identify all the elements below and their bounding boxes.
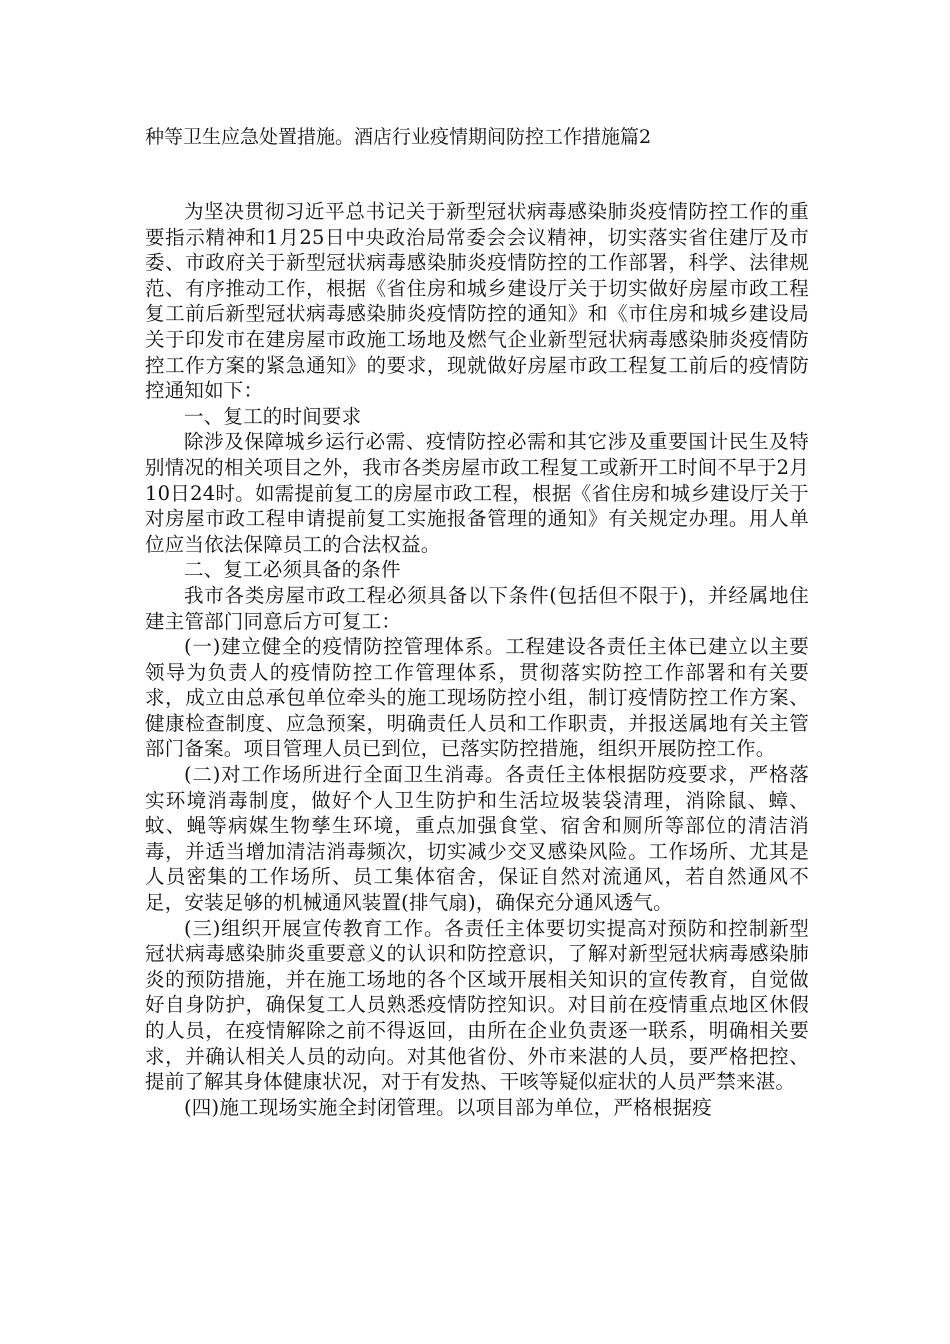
- paragraph-condition-4: (四)施工现场实施全封闭管理。以项目部为单位，严格根据疫: [184, 1095, 712, 1119]
- paragraph-section-1: 除涉及保障城乡运行必需、疫情防控必需和其它涉及重要国计民生及特别情况的相关项目之外，我市各类房屋市政工程复工或新开工时间不早于2月10日24时。如需提前复工的房屋市政工程，根据《省住房和城乡建设厅关于对房屋市政工程申请提前复工实施报备管理的通知》有关规定办理。用人单位应当依法保障员工的合法权益。: [145, 430, 809, 556]
- section-heading-2: 二、复工必须具备的条件: [184, 558, 401, 582]
- section-heading-1: 一、复工的时间要求: [184, 404, 362, 428]
- document-body: [145, 199, 809, 1120]
- paragraph-condition-3: (三)组织开展宣传教育工作。各责任主体要切实提高对预防和控制新型冠状病毒感染肺炎重要意义的认识和防控意识，了解对新型冠状病毒感染肺炎的预防措施，并在施工场地的各个区域开展相关知识的宣传教育，自觉做好自身防护，确保复工人员熟悉疫情防控知识。对目前在疫情重点地区休假的人员，在疫情解除之前不得返回，由所在企业负责逐一联系，明确相关要求，并确认相关人员的动向。对其他省份、外市来湛的人员，要严格把控、提前了解其身体健康状况，对于有发热、干咳等疑似症状的人员严禁来湛。: [145, 916, 809, 1094]
- paragraph-condition-2: (二)对工作场所进行全面卫生消毒。各责任主体根据防疫要求，严格落实环境消毒制度，做好个人卫生防护和生活垃圾装袋清理，消除鼠、蟑、蚊、蝇等病媒生物孳生环境，重点加强食堂、宿舍和厕所等部位的清洁消毒，并适当增加清洁消毒频次，切实减少交叉感染风险。工作场所、尤其是人员密集的工作场所、员工集体宿舍，保证自然对流通风，若自然通风不足，安装足够的机械通风装置(排气扇)，确保充分通风透气。: [145, 763, 809, 915]
- top-text-line: 种等卫生应急处置措施。酒店行业疫情期间防控工作措施篇2: [145, 126, 652, 148]
- paragraph-conditions-intro: 我市各类房屋市政工程必须具备以下条件(包括但不限于)，并经属地住建主管部门同意后方可复工：: [145, 583, 809, 633]
- paragraph-intro: 为坚决贯彻习近平总书记关于新型冠状病毒感染肺炎疫情防控工作的重要指示精神和1月25日中央政治局常委会会议精神，切实落实省住建厅及市委、市政府关于新型冠状病毒感染肺炎疫情防控的工作部署，科学、法律规范、有序推动工作，根据《省住房和城乡建设厅关于切实做好房屋市政工程复工前后新型冠状病毒感染肺炎疫情防控的通知》和《市住房和城乡建设局关于印发市在建房屋市政施工场地及燃气企业新型冠状病毒感染肺炎疫情防控工作方案的紧急通知》的要求，现就做好房屋市政工程复工前后的疫情防控通知如下：: [145, 200, 809, 403]
- paragraph-condition-1: (一)建立健全的疫情防控管理体系。工程建设各责任主体已建立以主要领导为负责人的疫情防控工作管理体系，贯彻落实防控工作部署和有关要求，成立由总承包单位牵头的施工现场防控小组，制订疫情防控工作方案、健康检查制度、应急预案，明确责任人员和工作职责，并报送属地有关主管部门备案。项目管理人员已到位，已落实防控措施，组织开展防控工作。: [145, 635, 809, 761]
